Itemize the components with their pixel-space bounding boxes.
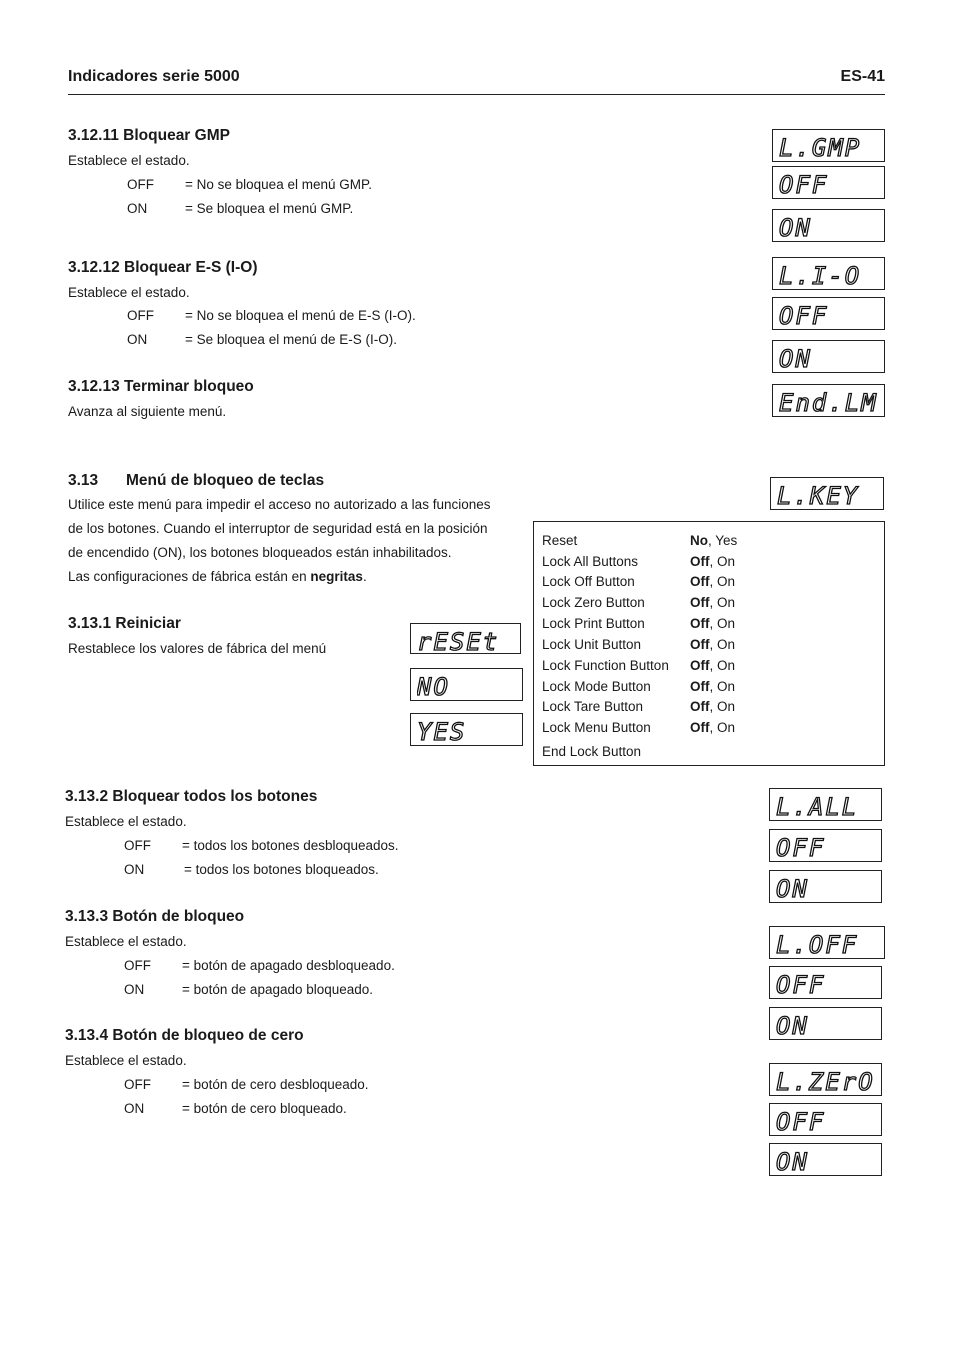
lcd-text: OFF: [776, 971, 826, 998]
lcd-text: ON: [779, 345, 812, 372]
desc-3-13-3: Establece el estado.: [65, 934, 187, 949]
lcd-display: [770, 477, 884, 510]
lcd-display: [769, 829, 882, 862]
table-row-label: Lock Mode Button: [542, 679, 651, 694]
opt-text-on: = todos los botones bloqueados.: [184, 862, 379, 877]
lcd-display: [410, 668, 523, 701]
lcd-text: ON: [776, 875, 809, 902]
lcd-text: OFF: [779, 171, 829, 198]
table-row-value: [690, 699, 735, 714]
para-text: .: [362, 569, 367, 584]
default-value: Off: [690, 554, 710, 569]
lcd-text: OFF: [776, 834, 826, 861]
lock-menu-table: [533, 521, 885, 766]
table-row-label: Lock Unit Button: [542, 637, 642, 652]
opt-text-off: = No se bloquea el menú de E-S (I-O).: [185, 308, 416, 323]
lcd-text: End.LM: [779, 389, 878, 416]
lcd-display: [772, 384, 885, 417]
opt-text-off: = botón de apagado desbloqueado.: [182, 958, 395, 973]
lcd-display: [769, 966, 882, 999]
other-value: , On: [709, 595, 736, 610]
table-row-value: [690, 533, 737, 548]
table-row-value: [690, 658, 735, 673]
opt-text-off: = No se bloquea el menú GMP.: [185, 177, 372, 192]
heading-3-13-2: 3.13.2 Bloquear todos los botones: [65, 788, 318, 805]
lcd-display: [772, 340, 885, 373]
heading-3-13-3: 3.13.3 Botón de bloqueo: [65, 908, 245, 925]
opt-key-off: OFF: [127, 177, 154, 192]
table-row-value: [690, 574, 735, 589]
lcd-text: L.ZErO: [776, 1068, 875, 1095]
other-value: , On: [709, 658, 736, 673]
lcd-text: OFF: [776, 1108, 826, 1135]
opt-key-off: OFF: [124, 838, 151, 853]
default-value: Off: [690, 574, 710, 589]
table-row-label: Lock All Buttons: [542, 554, 639, 569]
default-value: No: [690, 533, 708, 548]
lcd-display: [772, 257, 885, 290]
default-value: Off: [690, 616, 710, 631]
para-text: Las configuraciones de fábrica están en: [68, 569, 311, 584]
table-row-value: [690, 554, 735, 569]
lcd-display: [410, 713, 523, 746]
para-line: de encendido (ON), los botones bloqueados están inhabilitados.: [68, 545, 452, 560]
table-row-value: [690, 637, 735, 652]
lcd-text: rESEt: [417, 628, 500, 655]
table-row-label: Reset: [542, 533, 578, 548]
lcd-text: L.KEY: [777, 482, 860, 509]
lcd-display: [769, 1103, 882, 1136]
lcd-text: L.GMP: [779, 134, 862, 161]
lcd-display: [772, 209, 885, 242]
table-row-label: Lock Menu Button: [542, 720, 651, 735]
para-line: [68, 569, 367, 584]
other-value: , On: [709, 574, 736, 589]
default-value: Off: [690, 699, 710, 714]
lcd-text: L.I-O: [779, 262, 862, 289]
heading-3-13-number: 3.13: [68, 472, 99, 489]
lcd-text: ON: [779, 214, 812, 241]
lcd-display: [772, 297, 885, 330]
opt-text-on: = botón de apagado bloqueado.: [182, 982, 374, 997]
opt-key-off: OFF: [124, 958, 151, 973]
lcd-display: [769, 926, 885, 959]
heading-3-13-4: 3.13.4 Botón de bloqueo de cero: [65, 1027, 304, 1044]
table-row-value: [690, 595, 735, 610]
opt-key-on: ON: [127, 332, 148, 347]
opt-text-on: = botón de cero bloqueado.: [182, 1101, 347, 1116]
para-line: de los botones. Cuando el interruptor de seguridad está en la posición: [68, 521, 488, 536]
lcd-text: L.OFF: [776, 931, 859, 958]
opt-key-off: OFF: [127, 308, 154, 323]
lcd-text: NO: [417, 673, 450, 700]
heading-3-13-title: Menú de bloqueo de teclas: [126, 472, 325, 489]
desc-3-13-1: Restablece los valores de fábrica del menú: [68, 641, 327, 656]
opt-text-on: = Se bloquea el menú GMP.: [185, 201, 354, 216]
lcd-display: [769, 788, 882, 821]
default-value: Off: [690, 679, 710, 694]
opt-key-off: OFF: [124, 1077, 151, 1092]
opt-key-on: ON: [124, 1101, 145, 1116]
other-value: , On: [709, 720, 736, 735]
table-row-value: [690, 720, 735, 735]
para-bold: negritas: [310, 569, 363, 584]
lcd-display: [769, 1007, 882, 1040]
table-row-label: Lock Print Button: [542, 616, 645, 631]
opt-text-on: = Se bloquea el menú de E-S (I-O).: [185, 332, 397, 347]
heading-3-12-12: 3.12.12 Bloquear E-S (I-O): [68, 259, 258, 276]
lcd-text: OFF: [779, 302, 829, 329]
table-row-value: [690, 616, 735, 631]
heading-3-13-1: 3.13.1 Reiniciar: [68, 615, 181, 632]
lcd-text: ON: [776, 1012, 809, 1039]
opt-text-off: = botón de cero desbloqueado.: [182, 1077, 369, 1092]
para-line: Utilice este menú para impedir el acceso no autorizado a las funciones: [68, 497, 491, 512]
other-value: , On: [709, 637, 736, 652]
lcd-display: [772, 129, 885, 162]
desc-3-12-11: Establece el estado.: [68, 153, 190, 168]
other-value: , On: [709, 554, 736, 569]
page-header-title: Indicadores serie 5000: [68, 68, 240, 85]
table-row-label: End Lock Button: [542, 744, 642, 759]
other-value: , On: [709, 616, 736, 631]
lcd-display: [769, 1063, 882, 1096]
table-row-label: Lock Tare Button: [542, 699, 644, 714]
heading-3-12-13: 3.12.13 Terminar bloqueo: [68, 378, 254, 395]
desc-3-12-12: Establece el estado.: [68, 285, 190, 300]
lcd-display: [772, 166, 885, 199]
desc-3-13-2: Establece el estado.: [65, 814, 187, 829]
desc-3-13-4: Establece el estado.: [65, 1053, 187, 1068]
default-value: Off: [690, 720, 710, 735]
lcd-display: [410, 623, 521, 654]
opt-key-on: ON: [124, 982, 145, 997]
other-value: , On: [709, 679, 736, 694]
table-row-label: Lock Function Button: [542, 658, 669, 673]
header-divider: [68, 94, 885, 95]
default-value: Off: [690, 595, 710, 610]
table-row-value: [690, 679, 735, 694]
table-row-label: Lock Zero Button: [542, 595, 645, 610]
lcd-display: [769, 870, 882, 903]
opt-key-on: ON: [124, 862, 145, 877]
lcd-text: L.ALL: [776, 793, 859, 820]
lcd-text: ON: [776, 1148, 809, 1175]
default-value: Off: [690, 658, 710, 673]
default-value: Off: [690, 637, 710, 652]
page-number: ES-41: [840, 68, 885, 85]
heading-3-12-11: 3.12.11 Bloquear GMP: [68, 127, 230, 144]
opt-key-on: ON: [127, 201, 148, 216]
lcd-text: YES: [417, 718, 467, 745]
desc-3-12-13: Avanza al siguiente menú.: [68, 404, 227, 419]
other-value: , On: [709, 699, 736, 714]
other-value: , Yes: [708, 533, 738, 548]
table-row-label: Lock Off Button: [542, 574, 635, 589]
lcd-display: [769, 1143, 882, 1176]
opt-text-off: = todos los botones desbloqueados.: [182, 838, 399, 853]
